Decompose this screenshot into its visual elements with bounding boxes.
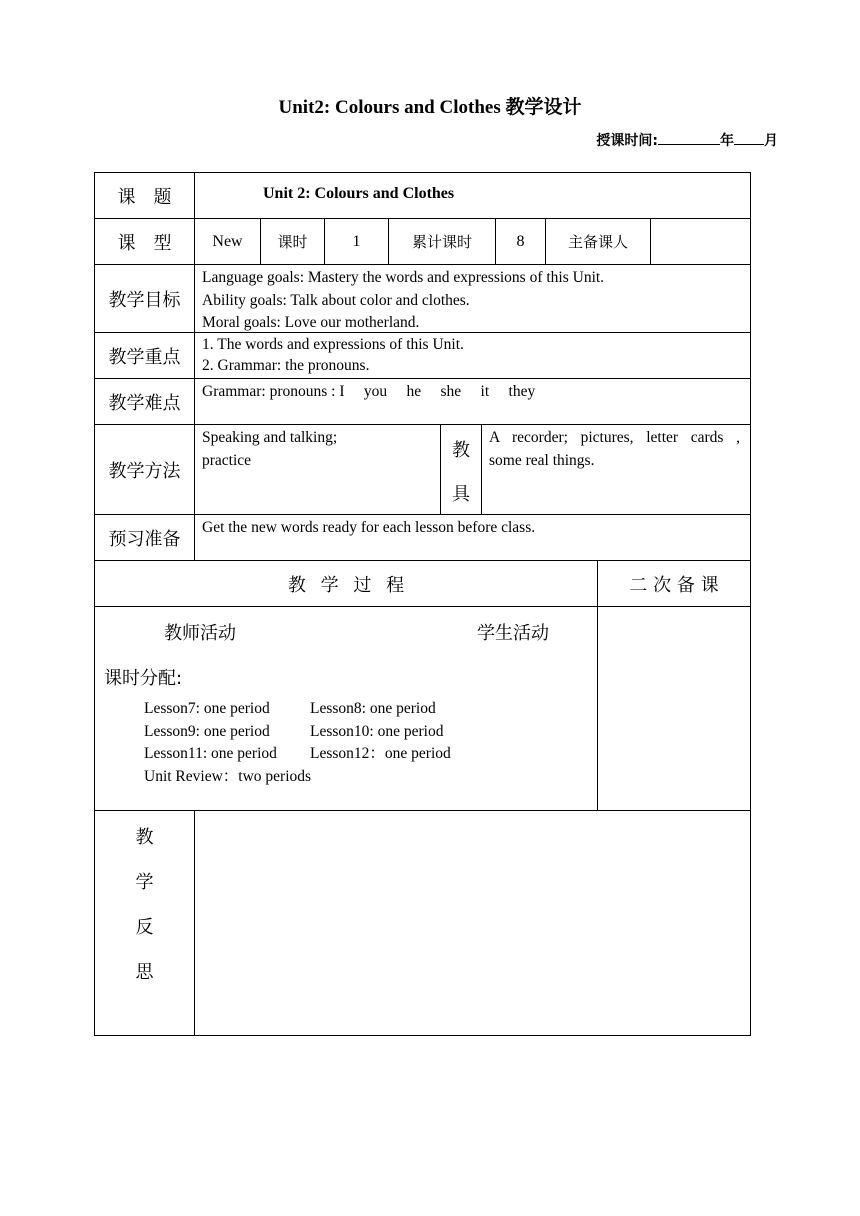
difficulty-text: Grammar: pronouns : I you he she it they — [202, 383, 536, 400]
reflection-char: 学 — [135, 872, 154, 893]
methods-content — [194, 425, 440, 514]
lesson-item: Lesson12：one period — [310, 745, 451, 763]
date-label: 授课时间: — [596, 133, 658, 149]
aids-line-2: some real things. — [489, 451, 595, 469]
lesson-line — [144, 743, 451, 766]
process-content — [95, 607, 597, 810]
difficulties-content — [194, 379, 750, 424]
process-header: 教 学 过 程 — [287, 574, 405, 596]
reflection-content — [194, 811, 750, 1035]
key-points-content — [194, 333, 750, 378]
student-activity-label: 学生活动 — [477, 623, 549, 644]
preparer-label: 主备课人 — [545, 219, 650, 264]
aids-line-1: A recorder; pictures, letter cards , — [489, 429, 740, 446]
lesson-item: Lesson8: one period — [310, 700, 436, 717]
process-row — [94, 606, 751, 811]
preparation-content — [194, 515, 750, 560]
topic-row — [94, 172, 751, 219]
difficulties-label: 教学难点 — [108, 392, 181, 414]
difficulties-row — [94, 378, 751, 425]
lesson-list — [144, 698, 451, 788]
key-point-2: 2. Grammar: the pronouns. — [202, 357, 370, 374]
goals-row — [94, 264, 751, 333]
process-header-row — [94, 560, 751, 607]
method-line-1: Speaking and talking; — [202, 429, 338, 446]
method-line-2: practice — [202, 451, 252, 469]
aids-label-char-2: 具 — [452, 484, 470, 505]
moral-goal: Moral goals: Love our motherland. — [202, 314, 420, 331]
cumulative-hours-label: 累计课时 — [388, 219, 495, 264]
lesson-item: Lesson7: one period — [144, 700, 270, 717]
lesson-item: Lesson9: one period — [144, 722, 270, 740]
lesson-line — [144, 698, 451, 721]
year-label: 年 — [720, 133, 734, 149]
lesson-item: Lesson11: one period — [144, 745, 277, 763]
year-blank — [658, 131, 720, 145]
topic-label: 课 题 — [117, 186, 172, 208]
reflection-char: 教 — [135, 827, 154, 848]
teaching-date-line — [596, 130, 778, 150]
methods-label: 教学方法 — [108, 460, 181, 482]
topic-value: Unit 2: Colours and Clothes — [263, 185, 455, 202]
type-label: 课 型 — [117, 232, 172, 254]
aids-label — [440, 425, 481, 514]
secondary-prep-header: 二 次 备 课 — [597, 561, 750, 606]
key-points-label: 教学重点 — [108, 346, 181, 368]
type-row — [94, 218, 751, 265]
preparation-text: Get the new words ready for each lesson before class. — [202, 519, 536, 536]
aids-content — [481, 425, 750, 514]
month-label: 月 — [764, 133, 778, 149]
reflection-label — [95, 811, 194, 1035]
preparer-value — [650, 219, 750, 264]
key-points-row — [94, 332, 751, 379]
cumulative-hours-value: 8 — [495, 219, 545, 264]
key-point-1: 1. The words and expressions of this Unit. — [202, 336, 464, 353]
reflection-row — [94, 810, 751, 1036]
lesson-item: Lesson10: one period — [310, 722, 444, 740]
document-title: Unit2: Colours and Clothes 教学设计 — [278, 97, 582, 118]
preparation-label: 预习准备 — [108, 528, 181, 550]
type-value: New — [194, 219, 260, 264]
goals-label: 教学目标 — [108, 289, 181, 311]
aids-label-char-1: 教 — [452, 440, 470, 461]
ability-goal: Ability goals: Talk about color and clothes. — [202, 291, 470, 309]
reflection-char: 反 — [135, 917, 154, 938]
language-goal: Language goals: Mastery the words and expressions of this Unit. — [202, 269, 605, 286]
reflection-char: 思 — [135, 962, 154, 983]
month-blank — [734, 131, 764, 145]
hours-value: 1 — [324, 219, 388, 264]
teacher-activity-label: 教师活动 — [164, 623, 236, 644]
secondary-prep-cell — [597, 607, 750, 810]
unit-review-line: Unit Review：two periods — [144, 767, 312, 785]
lesson-line — [144, 721, 451, 744]
goals-content — [194, 265, 750, 332]
preparation-row — [94, 514, 751, 561]
period-allocation-label: 课时分配: — [104, 668, 183, 689]
methods-row — [94, 424, 751, 515]
topic-value-cell — [194, 173, 750, 218]
hours-label: 课时 — [260, 219, 324, 264]
